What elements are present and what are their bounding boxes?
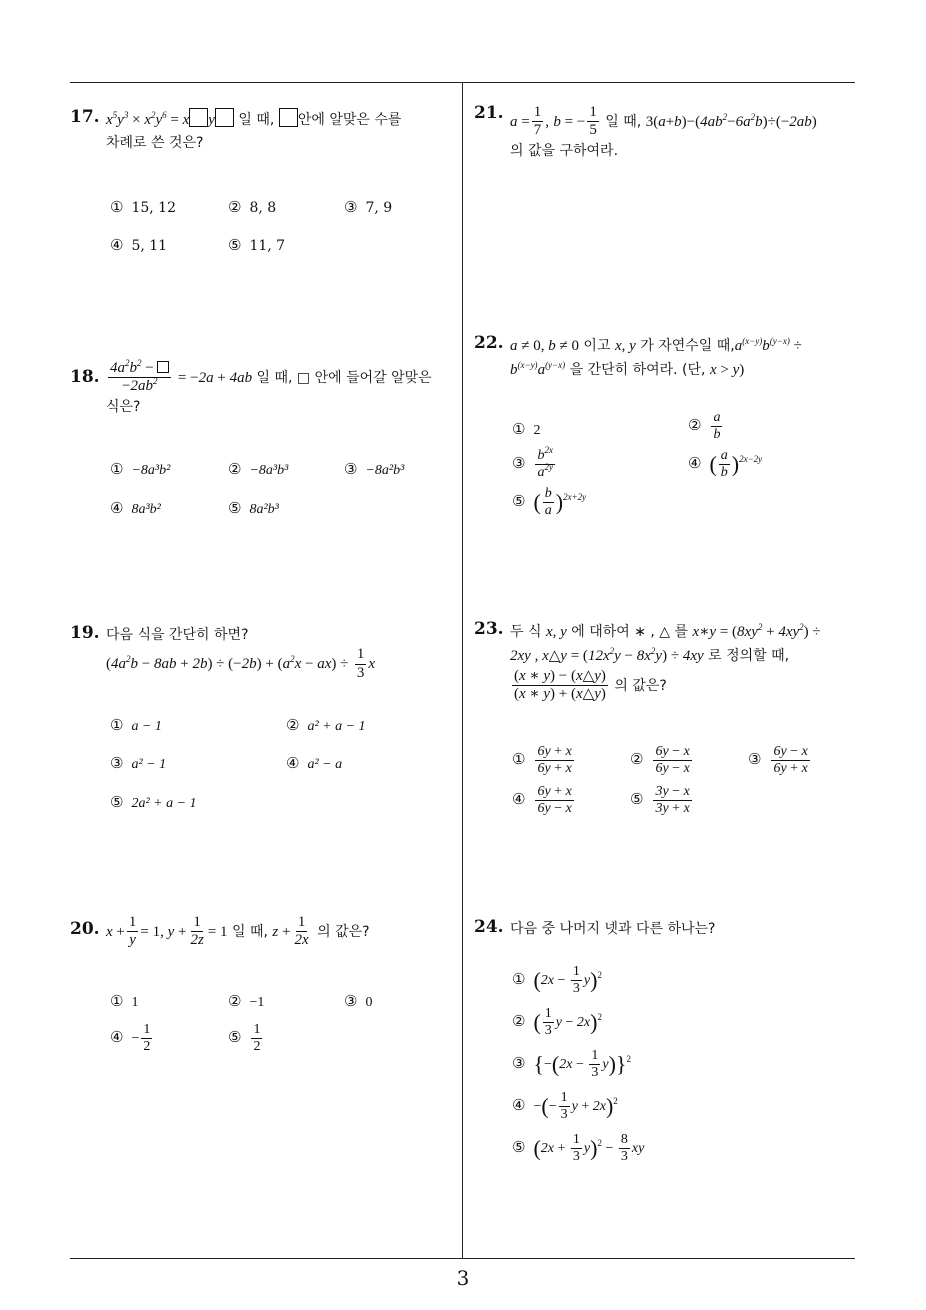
question-stem: $x^5y^3 \times x^2y^6 = x$ y 일 때, 안에 알맞은 수를 차례로 쓴 것은? [106,110,402,151]
question-stem: 다음 식을 간단히 하면? $(4a^2b - 8ab + 2b) \div (-2b) + (a^2x - ax)$ ÷ $\frac{1}{3}$ x [106,627,375,681]
option-3[interactable]: ③ $\frac{6y - x}{6y + x}$ [748,744,808,777]
question-number: 17. [70,107,100,127]
question-number: 20. [70,919,100,939]
option-4[interactable]: ④ 8a³b² [110,499,161,517]
option-3[interactable]: ③ −8a²b³ [344,460,405,478]
option-1[interactable]: ① $\frac{6y + x}{6y + x}$ [512,744,572,777]
question-stem: x + $\frac{1}{y}$ = 1, y + $\frac{1}{2z}$ = 1 일 때, z + $\frac{1}{2x}$ 의 값은? [106,914,370,949]
option-1[interactable]: ① −8a³b² [110,460,171,478]
option-5[interactable]: ⑤ ( $\frac{b}{a}$ )$^{2x+2y}$ [512,486,587,519]
question-stem: 다음 중 나머지 넷과 다른 하나는? [510,921,716,937]
option-4[interactable]: ④ − $\frac{1}{2}$ [110,1022,151,1055]
option-2[interactable]: ② ( $\frac{1}{3}$ y − 2x)$^2$ [512,1006,602,1039]
column-divider [462,82,463,1259]
option-5[interactable]: ⑤ $\frac{1}{2}$ [228,1022,261,1055]
option-4[interactable]: ④ ( $\frac{a}{b}$ )$^{2x-2y}$ [688,448,763,481]
question-number: 21. [474,103,504,123]
question-number: 23. [474,619,504,639]
option-2[interactable]: ② a² + a − 1 [286,716,366,734]
option-1[interactable]: ① (2x − $\frac{1}{3}$ y)$^2$ [512,964,602,997]
option-5[interactable]: ⑤ $\frac{3y - x}{3y + x}$ [630,784,690,817]
option-5[interactable]: ⑤ 11, 7 [228,236,286,254]
option-3[interactable]: ③ 0 [344,992,373,1010]
option-2[interactable]: ② $\frac{6y - x}{6y - x}$ [630,744,690,777]
question-number: 18. [70,367,100,387]
option-2[interactable]: ② −1 [228,992,265,1010]
question-number: 19. [70,623,100,643]
option-5[interactable]: ⑤ (2x + $\frac{1}{3}$ y)$^2$ − $\frac{8}{3}$ xy [512,1132,645,1165]
option-4[interactable]: ④ −(− $\frac{1}{3}$ y + 2x)$^2$ [512,1090,618,1123]
question-stem: a ≠ 0, b ≠ 0 이고 x, y 가 자연수일 때$,a^{(x-y)}b^{(y-x)}$ ÷ $b^{(x-y)}a^{(y-x)}$ 을 간단히 하여라. (단, x > y) [510,336,802,378]
option-1[interactable]: ① 1 [110,992,139,1010]
question-stem: $\frac{4a^2b^2 -}{-2ab^2}$ = −2a + 4ab 일 때, □ 안에 들어갈 알맞은 식은? [106,358,432,415]
option-3[interactable]: ③ a² − 1 [110,754,167,772]
question-number: 24. [474,917,504,937]
option-1[interactable]: ① 15, 12 [110,198,176,216]
question-stem: a = $\frac{1}{7}$ , b = − $\frac{1}{5}$ 일 때, $3(a+b)-(4ab^2-6a^2b)\div(-2ab)$ 의 값을 구하여라. [510,104,817,159]
question-number: 22. [474,333,504,353]
question-stem: 두 식 x, y 에 대하여 ∗ , △ 를 x∗y = $(8xy^2 + 4xy^2)$ ÷ 2xy , x△y = $(12x^2y - 8x^2y) \div 4xy$ 로 정의할 때, $\frac{(x ∗ y) - (x\triangle y)}{(x ∗ y) + (x\triangle y)}$ 의 값은? [510,622,821,703]
option-4[interactable]: ④ a² − a [286,754,343,772]
option-3[interactable]: ③ 7, 9 [344,198,393,216]
option-2[interactable]: ② $\frac{a}{b}$ [688,410,721,443]
option-2[interactable]: ② −8a³b³ [228,460,289,478]
blank-box [279,108,298,127]
option-2[interactable]: ② 8, 8 [228,198,277,216]
option-1[interactable]: ① 2 [512,420,541,438]
option-3[interactable]: ③ $\frac{b^{2x}}{a^{2y}}$ [512,445,553,481]
blank-box [189,108,208,127]
option-1[interactable]: ① a − 1 [110,716,162,734]
option-4[interactable]: ④ 5, 11 [110,236,168,254]
page-number: 3 [456,1266,470,1290]
bottom-rule [70,1258,855,1259]
blank-box [215,108,234,127]
option-5[interactable]: ⑤ 2a² + a − 1 [110,793,197,811]
option-4[interactable]: ④ $\frac{6y + x}{6y - x}$ [512,784,572,817]
option-3[interactable]: ③ {−(2x − $\frac{1}{3}$ y)}$^2$ [512,1048,631,1081]
option-5[interactable]: ⑤ 8a²b³ [228,499,279,517]
